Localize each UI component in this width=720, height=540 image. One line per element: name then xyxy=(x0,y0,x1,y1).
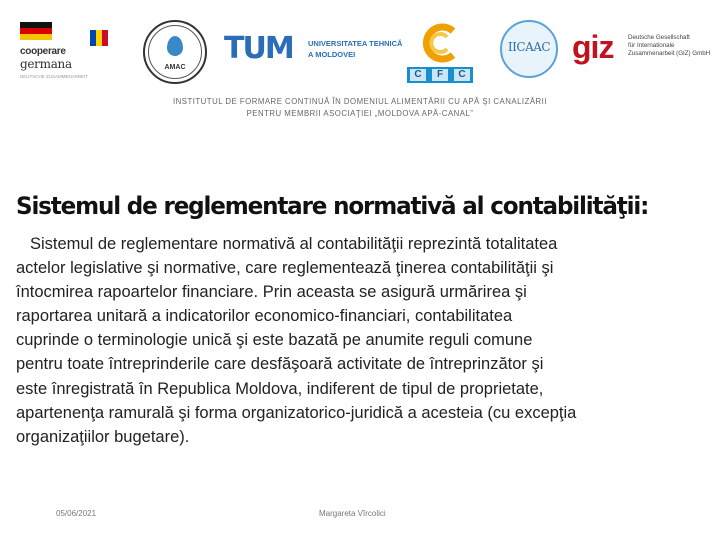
body-line: este înregistrată în Republica Moldova, indiferent de tipul de proprietate, xyxy=(16,379,544,398)
utm-mark: TUM xyxy=(224,31,293,66)
moldova-flag-icon xyxy=(90,30,108,46)
iicaac-logo xyxy=(500,20,558,78)
giz-desc-line1: Deutsche Gesellschaft xyxy=(628,34,690,41)
body-line: pentru toate întreprinderile care desfăşoară activitate de întreprinzător şi xyxy=(16,355,544,374)
water-drop-icon xyxy=(167,36,183,56)
cooperare-germana-logo xyxy=(20,22,110,84)
giz-desc-line2: für Internationale xyxy=(628,42,675,49)
cfc-letter: C xyxy=(410,69,426,81)
institute-header xyxy=(0,96,720,120)
amac-label: AMAC xyxy=(164,64,186,71)
utm-name xyxy=(308,38,402,60)
utm-name-line2: A MOLDOVEI xyxy=(308,50,356,59)
germana-text: germana xyxy=(20,57,72,71)
cfc-logo xyxy=(407,23,473,83)
iicaac-label: IICAAC xyxy=(507,40,551,54)
giz-mark: giz xyxy=(572,29,614,65)
utm-name-line1: UNIVERSITATEA TEHNICĂ xyxy=(308,39,403,48)
institute-line2: PENTRU MEMBRII ASOCIAŢIEI „MOLDOVA APĂ-CANAL” xyxy=(246,109,474,118)
cfc-letter-bar xyxy=(407,67,473,83)
institute-line1: INSTITUTUL DE FORMARE CONTINUĂ ÎN DOMENIUL ALIMENTĂRII CU APĂ ŞI CANALIZĂRII xyxy=(172,97,548,106)
cfc-letter: F xyxy=(432,69,448,81)
germany-flag-icon xyxy=(20,22,52,40)
cfc-letter: C xyxy=(454,69,470,81)
body-line: actelor legislative şi normative, care reglementează ţinerea contabilităţii şi xyxy=(16,259,554,278)
footer-author: Margareta Vîrcolici xyxy=(319,509,386,518)
cooperare-tagline: DEUTSCHE ZUSAMMENARBEIT xyxy=(20,74,89,79)
cooperare-text: cooperare xyxy=(20,46,66,57)
body-paragraph xyxy=(16,232,704,449)
giz-description xyxy=(628,34,710,58)
slide-title: Sistemul de reglementare normativă al contabilităţii: xyxy=(16,192,649,220)
body-line: Sistemul de reglementare normativă al contabilităţii reprezintă totalitatea xyxy=(30,235,558,253)
logo-strip xyxy=(0,14,720,92)
amac-logo xyxy=(143,20,207,84)
giz-desc-line3: Zusammenarbeit (GIZ) GmbH xyxy=(628,50,711,57)
body-line: organizaţiilor bugetare). xyxy=(16,427,190,446)
body-line: întocmirea rapoartelor financiare. Prin aceasta se asigură urmărirea şi xyxy=(16,283,527,302)
body-line: raportarea unitară a indicatorilor economico-financiari, contabilitatea xyxy=(16,307,513,326)
body-line: cuprinde o terminologie unică şi este bazată pe anumite reguli comune xyxy=(16,331,533,350)
utm-logo xyxy=(224,31,403,72)
body-line: apartenenţa ramurală şi forma organizatorico-juridică a acesteia (cu excepţia xyxy=(16,403,577,422)
footer-date: 05/06/2021 xyxy=(56,509,97,518)
cfc-swirl-icon xyxy=(415,23,463,63)
giz-logo xyxy=(572,30,712,70)
